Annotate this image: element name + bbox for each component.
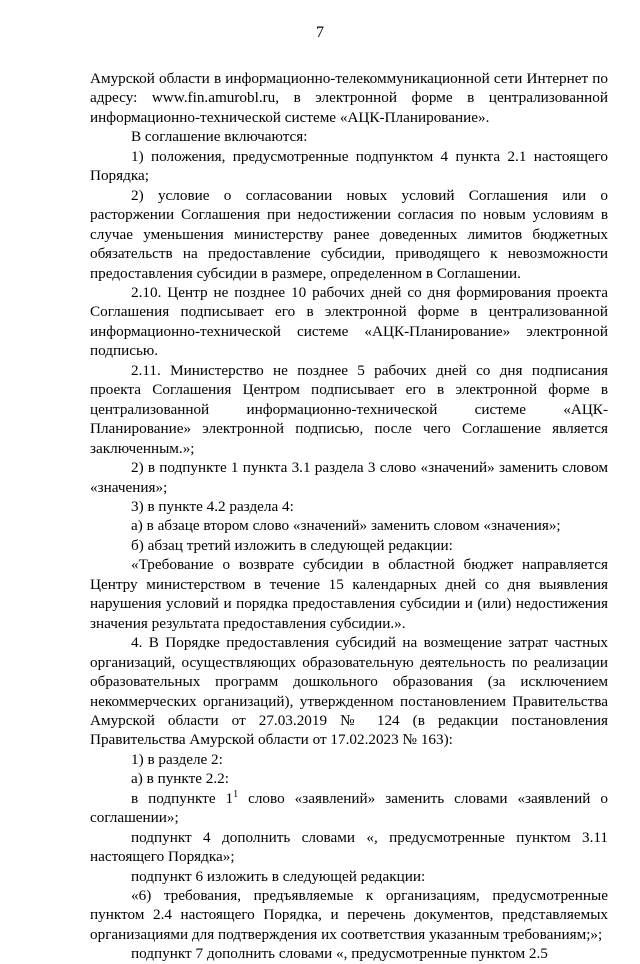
superscript: 1: [233, 788, 239, 800]
paragraph-with-superscript: [90, 789, 608, 828]
paragraph: 4. В Порядке предоставления субсидий на возмещение затрат частных организаций, осуществляющих образовательную деятельность по реализации образовательных программ дошкольного образования (за исключением некоммерческих организаций), утвержденном постановлением Правительства Амурской области от 27.03.2019 № 124 (в редакции постановления Правительства Амурской области от 17.02.2023 № 163):: [90, 634, 608, 749]
paragraph: б) абзац третий изложить в следующей редакции:: [131, 536, 453, 554]
page-number: 7: [316, 24, 324, 41]
paragraph: В соглашение включаются:: [131, 128, 308, 146]
paragraph: подпункт 6 изложить в следующей редакции:: [131, 867, 426, 885]
paragraph: 3) в пункте 4.2 раздела 4:: [131, 497, 294, 515]
paragraph: Амурской области в информационно-телекоммуникационной сети Интернет по адресу: www.fin.amurobl.ru, в электронной форме в централизованной информационно-технической системе «АЦК-Планирование».: [90, 70, 608, 126]
paragraph: 2.11. Министерство не позднее 5 рабочих дней со дня подписания проекта Соглашения Центром подписывает его в электронной форме в централизованной информационно-технической системе «АЦК-Планирование» электронной подписью, после чего Соглашение является заключенным.»;: [90, 361, 608, 457]
paragraph: 2.10. Центр не позднее 10 рабочих дней со дня формирования проекта Соглашения подписывает его в электронной форме в централизованной информационно-технической системе «АЦК-Планирование» электронной подписью.: [90, 283, 608, 360]
paragraph: 2) в подпункте 1 пункта 3.1 раздела 3 слово «значений» заменить словом «значения»;: [90, 459, 608, 496]
paragraph: 2) условие о согласовании новых условий Соглашения или о расторжении Соглашения при недостижении согласия по новым условиям в случае уменьшения министерству ранее доведенных лимитов бюджетных обязательств на предоставление субсидии, приводящего к невозможности предоставления субсидии в размере, определенном в Соглашении.: [90, 186, 608, 282]
paragraph: «6) требования, предъявляемые к организациям, предусмотренные пунктом 2.4 настоящего Порядка, и перечень документов, представляемых организациями для подтверждения их соответствия указанным требованиям;»;: [90, 887, 608, 943]
paragraph-text-before: в подпункте 1: [131, 789, 234, 807]
document-body: [90, 69, 608, 964]
paragraph: подпункт 7 дополнить словами «, предусмотренные пунктом 2.5: [131, 945, 548, 963]
paragraph: 1) в разделе 2:: [131, 750, 223, 768]
paragraph: а) в абзаце втором слово «значений» заменить словом «значения»;: [131, 517, 561, 535]
paragraph: а) в пункте 2.2:: [131, 770, 229, 788]
paragraph: подпункт 4 дополнить словами «, предусмотренные пунктом 3.11 настоящего Порядка»;: [90, 828, 608, 866]
paragraph: «Требование о возврате субсидии в областной бюджет направляется Центру министерством в течение 15 календарных дней со дня выявления нарушения условий и порядка предоставления субсидии и (или) недостижения значения результата предоставления субсидии.».: [90, 556, 608, 632]
paragraph-text-after: слово «заявлений» заменить словами «заявлений о соглашении»;: [90, 789, 608, 827]
paragraph: 1) положения, предусмотренные подпунктом 4 пункта 2.1 настоящего Порядка;: [90, 147, 608, 185]
